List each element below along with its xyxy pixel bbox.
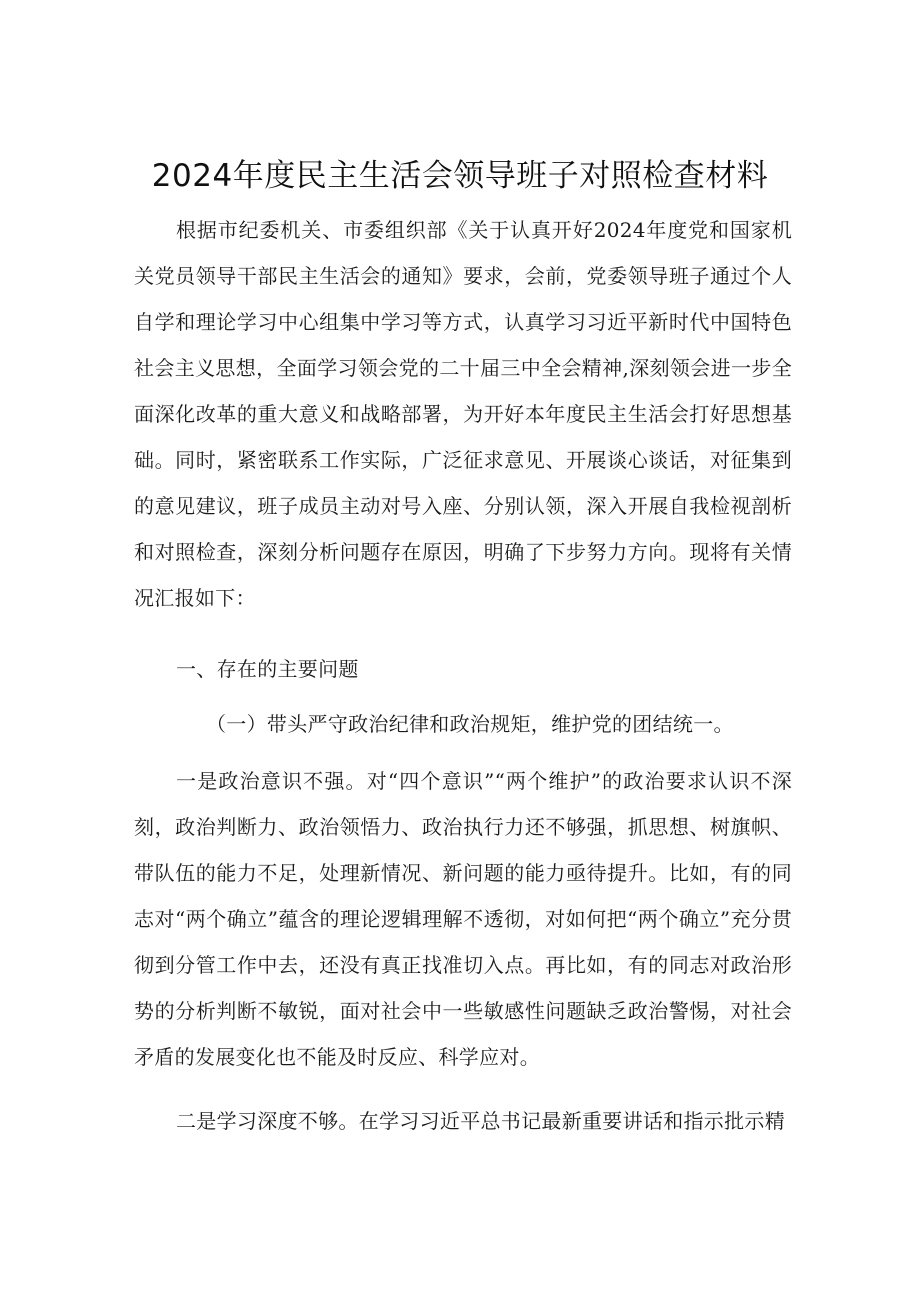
section-heading-main-problems: 一、存在的主要问题 bbox=[176, 657, 359, 681]
intro-paragraph: 根据市纪委机关、市委组织部《关于认真开好2024年度党和国家机关党员领导干部民主生活会的通知》要求，会前，党委领导班子通过个人自学和理论学习中心组集中学习等方式，认真学习习近平新时代中国特色社会主义思想，全面学习领会党的二十届三中全会精神,深刻领会进一步全面深化改革的重大意义和战略部署，为开好本年度民主生活会打好思想基础。同时，紧密联系工作实际，广泛征求意见、开展谈心谈话，对征集到的意见建议，班子成员主动对号入座、分别认领，深入开展自我检视剖析和对照检查，深刻分析问题存在原因，明确了下步努力方向。现将有关情况汇报如下： bbox=[134, 218, 792, 610]
document-title: 2024年度民主生活会领导班子对照检查材料 bbox=[151, 158, 769, 194]
subsection-heading-political-discipline: （一）带头严守政治纪律和政治规矩，维护党的团结统一。 bbox=[206, 712, 734, 736]
paragraph-point-two: 二是学习深度不够。在学习习近平总书记最新重要讲话和指示批示精 bbox=[176, 1109, 785, 1133]
paragraph-point-one: 一是政治意识不强。对“四个意识”“两个维护”的政治要求认识不深刻，政治判断力、政治领悟力、政治执行力还不够强，抓思想、树旗帜、带队伍的能力不足，处理新情况、新问题的能力亟待提升。比如，有的同志对“两个确立”蕴含的理论逻辑理解不透彻，对如何把“两个确立”充分贯彻到分管工作中去，还没有真正找准切入点。再比如，有的同志对政治形势的分析判断不敏锐，面对社会中一些敏感性问题缺乏政治警惕，对社会矛盾的发展变化也不能及时反应、科学应对。 bbox=[134, 769, 792, 1069]
